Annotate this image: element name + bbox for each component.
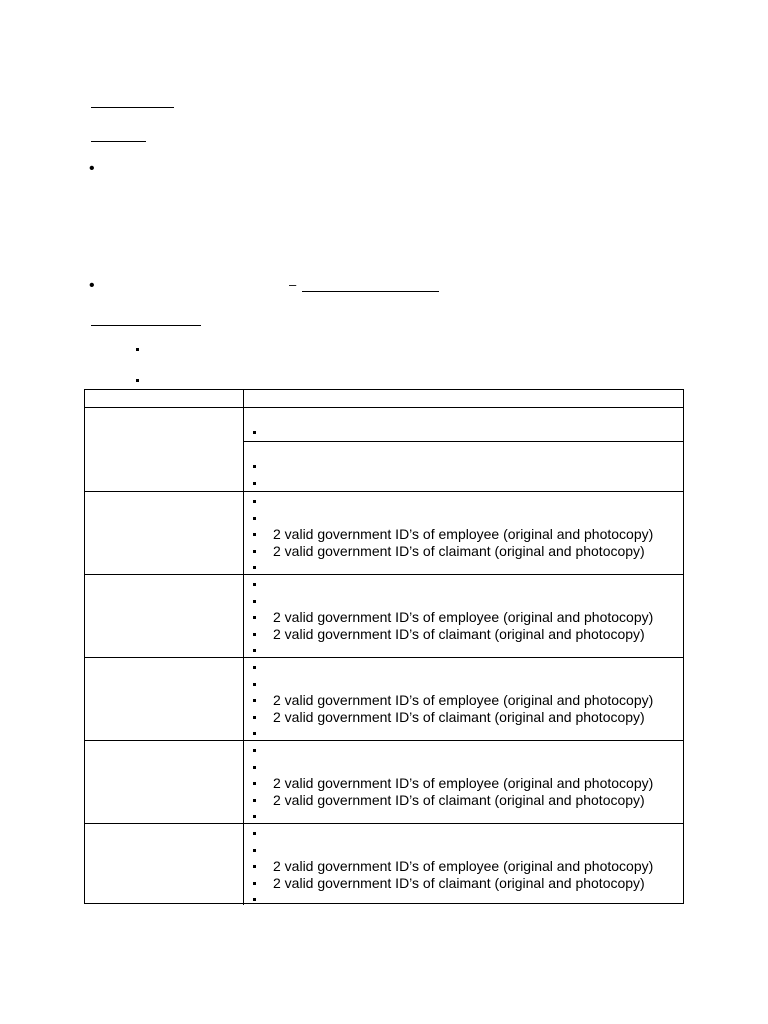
bullet-point: • <box>89 277 95 294</box>
requirements-list: 2 valid government ID’s of employee (original and photocopy) 2 valid government ID’s of claimant (original and photocopy) <box>253 659 673 742</box>
row-divider <box>243 441 683 442</box>
cell-bullet <box>253 431 256 434</box>
row-divider <box>85 407 683 408</box>
requirements-list: 2 valid government ID’s of employee (original and photocopy) 2 valid government ID’s of claimant (original and photocopy) <box>253 825 673 905</box>
column-divider <box>243 390 244 905</box>
sub-bullet <box>136 348 139 351</box>
section-heading-underline <box>91 325 201 326</box>
requirements-table <box>84 389 684 904</box>
row-divider <box>85 491 683 492</box>
cell-bullet <box>253 465 256 468</box>
requirements-list: 2 valid government ID’s of employee (original and photocopy) 2 valid government ID’s of claimant (original and photocopy) <box>253 493 673 576</box>
dash-mark: – <box>289 277 297 292</box>
heading-underline-1 <box>91 107 174 108</box>
requirements-list: 2 valid government ID’s of employee (original and photocopy) 2 valid government ID’s of claimant (original and photocopy) <box>253 742 673 825</box>
heading-underline-2 <box>91 141 146 142</box>
cell-bullet <box>253 482 256 485</box>
link-underline <box>302 291 439 292</box>
sub-bullet <box>136 379 139 382</box>
bullet-point: • <box>89 160 95 177</box>
requirements-list: 2 valid government ID’s of employee (original and photocopy) 2 valid government ID’s of claimant (original and photocopy) <box>253 576 673 659</box>
